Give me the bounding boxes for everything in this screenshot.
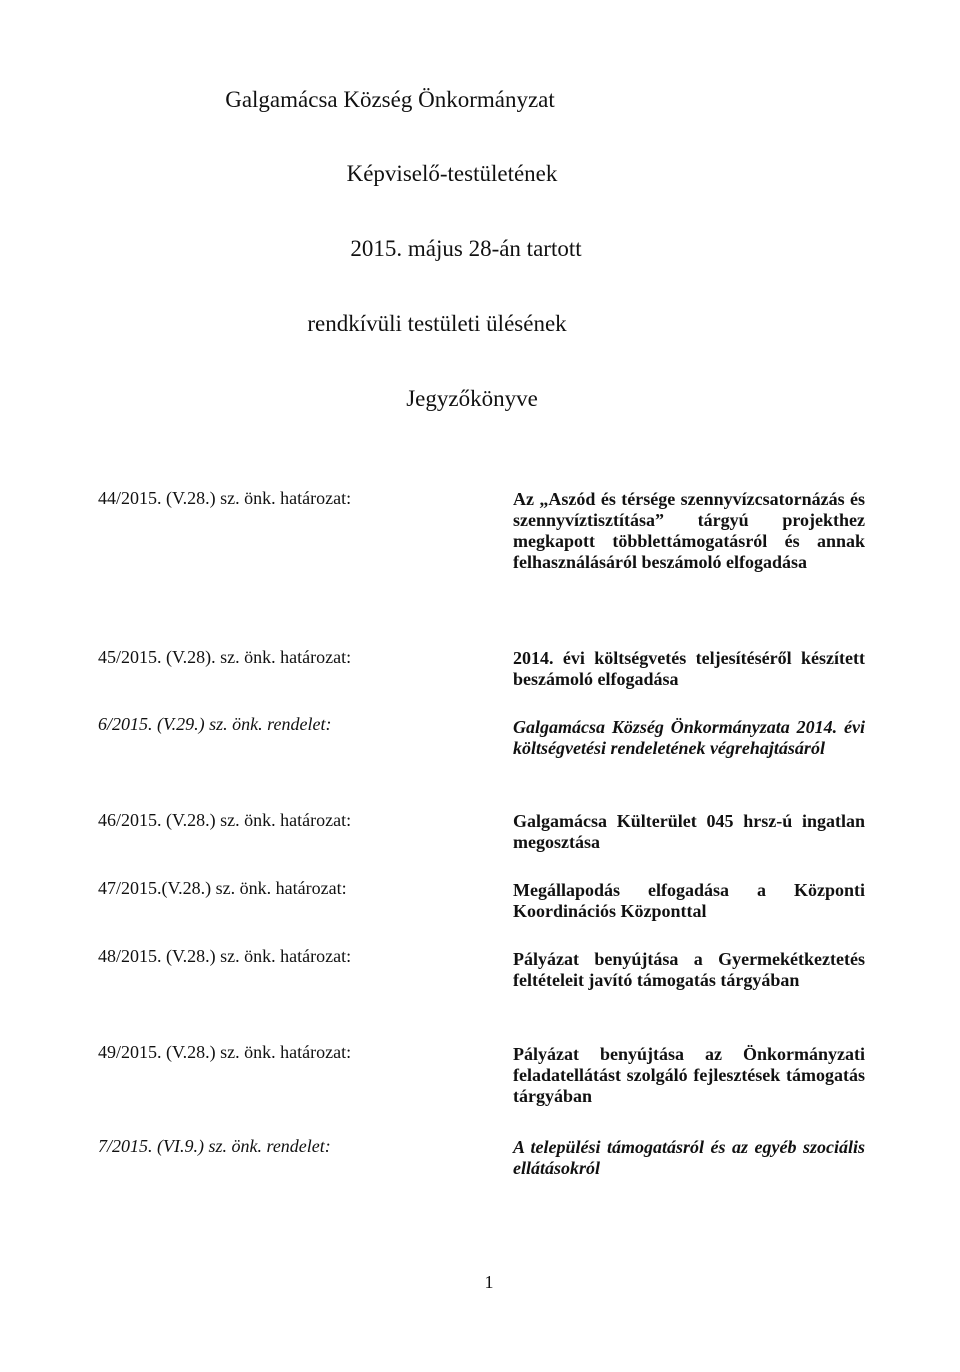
page-number: 1 [484, 1272, 494, 1292]
resolution-number: 48/2015. (V.28.) sz. önk. határozat: [98, 946, 352, 966]
resolution-description: Pályázat benyújtása az Önkormányzati feladatellátást szolgáló fejlesztések támogatás tárgyában [513, 1044, 865, 1106]
council-title: Képviselő-testületének [346, 161, 558, 186]
resolution-description: 2014. évi költségvetés teljesítéséről készített beszámoló elfogadása [513, 648, 865, 689]
resolution-description: Megállapodás elfogadása a Központi Koordinációs Központtal [513, 880, 865, 921]
session-type: rendkívüli testületi ülésének [307, 311, 567, 336]
resolution-number: 6/2015. (V.29.) sz. önk. rendelet: [98, 714, 332, 734]
document-title: Jegyzőkönyve [406, 386, 538, 411]
resolution-description: A települési támogatásról és az egyéb szociális ellátásokról [513, 1137, 865, 1178]
resolution-number: 45/2015. (V.28). sz. önk. határozat: [98, 647, 352, 667]
resolution-number: 44/2015. (V.28.) sz. önk. határozat: [98, 488, 352, 508]
resolution-number: 46/2015. (V.28.) sz. önk. határozat: [98, 810, 352, 830]
resolution-number: 47/2015.(V.28.) sz. önk. határozat: [98, 878, 347, 898]
resolution-description: Galgamácsa Külterület 045 hrsz-ú ingatlan megosztása [513, 811, 865, 852]
session-date: 2015. május 28-án tartott [350, 236, 582, 261]
municipality-title: Galgamácsa Község Önkormányzat [225, 87, 555, 112]
resolution-number: 7/2015. (VI.9.) sz. önk. rendelet: [98, 1136, 331, 1156]
resolution-description: Az „Aszód és térsége szennyvízcsatornázás és szennyvíztisztítása” tárgyú projekthez megkapott többlettámogatásról és annak felhasználásáról beszámoló elfogadása [513, 489, 865, 572]
resolution-description: Pályázat benyújtása a Gyermekétkeztetés feltételeit javító támogatás tárgyában [513, 949, 865, 990]
resolution-description: Galgamácsa Község Önkormányzata 2014. évi költségvetési rendeletének végrehajtásáról [513, 717, 865, 758]
resolution-number: 49/2015. (V.28.) sz. önk. határozat: [98, 1042, 352, 1062]
